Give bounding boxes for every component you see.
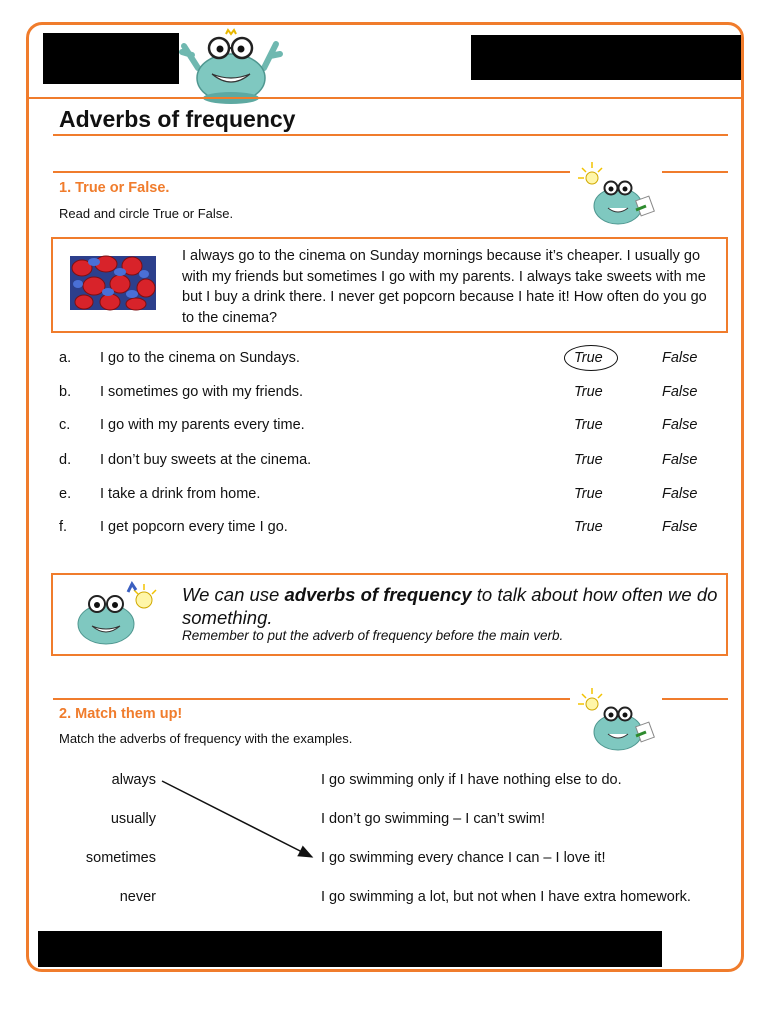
- false-option[interactable]: False: [662, 452, 698, 468]
- false-option[interactable]: False: [662, 486, 698, 502]
- story-text: I always go to the cinema on Sunday mornings because it’s cheaper. I usually go with my friends but sometimes I go with my parents. I always take sweets with me but I buy a drink there. I never get popcorn because I hate it! How often do you go to the cinema?: [182, 248, 707, 326]
- tip-text: [182, 583, 727, 629]
- adverb-always[interactable]: always: [111, 772, 156, 788]
- tip-text-post: to talk about how often we do something.: [182, 584, 718, 628]
- section2-title: 2. Match them up!: [59, 706, 183, 722]
- redacted-footer-block: [38, 931, 662, 967]
- item-statement: I don’t buy sweets at the cinema.: [100, 452, 312, 468]
- section1-title: 1. True or False.: [59, 180, 170, 196]
- page-title: Adverbs of frequency: [59, 106, 296, 132]
- redacted-header-block: [471, 35, 741, 80]
- example-sentence[interactable]: I go swimming every chance I can – I love it!: [321, 850, 606, 866]
- true-option[interactable]: True: [574, 417, 603, 433]
- section2-instruction: Match the adverbs of frequency with the examples.: [59, 731, 353, 746]
- false-option[interactable]: False: [662, 519, 698, 535]
- idea-mascot-icon: [72, 580, 164, 648]
- true-false-item: [59, 417, 719, 437]
- example-sentence[interactable]: I go swimming a lot, but not when I have extra homework.: [321, 889, 691, 905]
- header-divider: [26, 97, 744, 99]
- section1-rule-left: [53, 171, 570, 173]
- example-sentence[interactable]: I go swimming only if I have nothing else to do.: [321, 772, 622, 788]
- tip-text-bold: adverbs of frequency: [284, 584, 472, 605]
- item-letter: c.: [59, 417, 71, 433]
- true-option[interactable]: True: [574, 486, 603, 502]
- true-false-item: [59, 384, 719, 404]
- true-false-item: [59, 486, 719, 506]
- tip-text-pre: We can use: [182, 584, 285, 605]
- adverb-never[interactable]: never: [119, 889, 156, 905]
- item-letter: e.: [59, 486, 72, 502]
- item-letter: a.: [59, 350, 72, 366]
- adverb-sometimes[interactable]: sometimes: [85, 850, 156, 866]
- item-letter: b.: [59, 384, 72, 400]
- true-false-item: [59, 350, 719, 370]
- false-option[interactable]: False: [662, 384, 698, 400]
- header-mascot-icon: [178, 28, 284, 106]
- item-statement: I get popcorn every time I go.: [100, 519, 288, 535]
- section2-rule-left: [53, 698, 570, 700]
- true-false-item: [59, 452, 719, 472]
- title-underline: [53, 134, 728, 136]
- item-letter: d.: [59, 452, 72, 468]
- adverb-usually[interactable]: usually: [110, 811, 156, 827]
- item-letter: f.: [59, 519, 68, 535]
- tip-note: Remember to put the adverb of frequency before the main verb.: [182, 628, 564, 643]
- section1-rule-right: [662, 171, 728, 173]
- item-statement: I go to the cinema on Sundays.: [100, 350, 300, 366]
- false-option[interactable]: False: [662, 417, 698, 433]
- redacted-logo-block: [43, 33, 179, 84]
- item-statement: I sometimes go with my friends.: [100, 384, 304, 400]
- example-sentence[interactable]: I don’t go swimming – I can’t swim!: [321, 811, 546, 827]
- false-option[interactable]: False: [662, 350, 698, 366]
- sweets-image-icon: [70, 252, 156, 314]
- thinking-mascot-icon: [574, 160, 660, 228]
- true-option[interactable]: True: [574, 350, 603, 366]
- thinking-mascot-icon-2: [574, 686, 660, 754]
- item-statement: I take a drink from home.: [100, 486, 261, 502]
- section1-instruction: Read and circle True or False.: [59, 206, 234, 221]
- true-option[interactable]: True: [574, 384, 603, 400]
- section2-rule-right: [662, 698, 728, 700]
- true-false-item: [59, 519, 719, 539]
- item-statement: I go with my parents every time.: [100, 417, 305, 433]
- true-option[interactable]: True: [574, 452, 603, 468]
- true-option[interactable]: True: [574, 519, 603, 535]
